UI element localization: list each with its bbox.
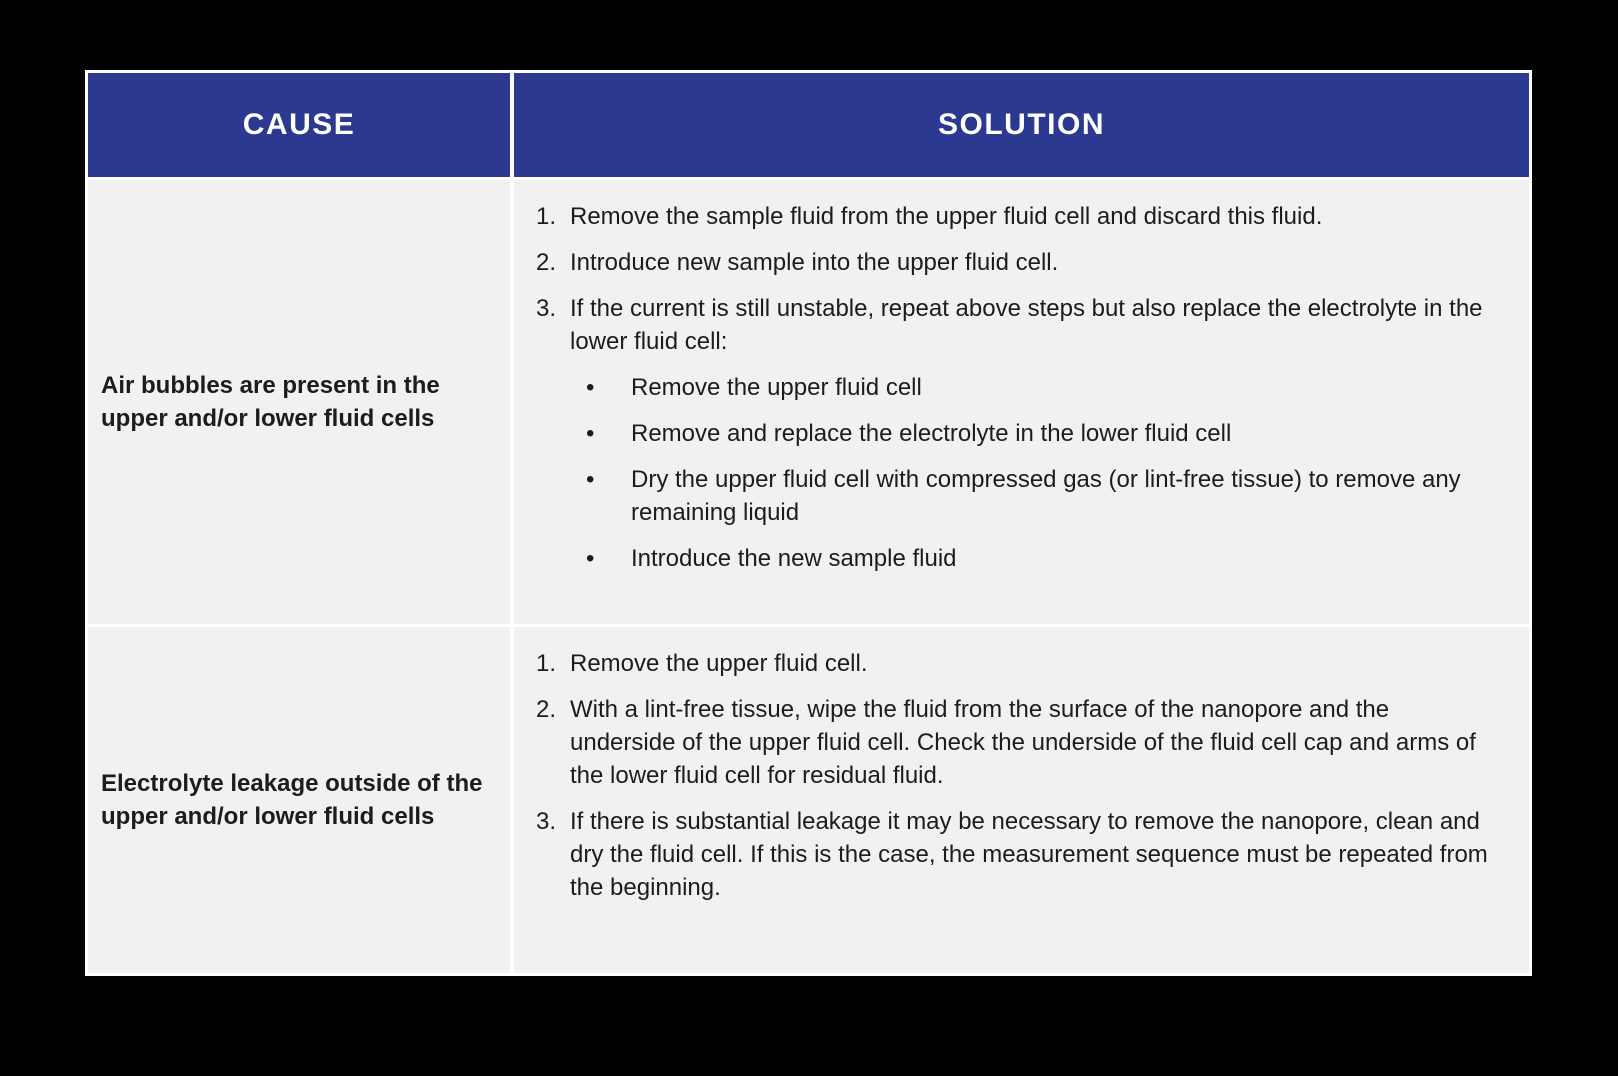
bullet-text: Introduce the new sample fluid (631, 545, 957, 572)
cause-text: Air bubbles are present in the upper and/or lower fluid cells (101, 372, 440, 432)
bullet-icon: • (586, 374, 595, 401)
step-text: Introduce new sample into the upper fluid cell. (570, 249, 1059, 276)
solution-sub-bullet (524, 371, 1491, 404)
troubleshooting-table (85, 70, 1532, 976)
bullet-text: Dry the upper fluid cell with compressed gas (or lint-free tissue) to remove any remaining liquid (631, 466, 1461, 526)
step-number: 1. (536, 203, 557, 230)
solution-cell-air-bubbles (514, 180, 1529, 624)
solution-sub-bullet (524, 417, 1491, 450)
bullet-text: Remove the upper fluid cell (631, 374, 922, 401)
bullet-icon: • (586, 466, 595, 493)
header-cause: CAUSE (88, 73, 510, 177)
bullet-text: Remove and replace the electrolyte in the lower fluid cell (631, 420, 1232, 447)
bullet-icon: • (586, 545, 595, 572)
cause-text: Electrolyte leakage outside of the upper and/or lower fluid cells (101, 770, 483, 830)
solution-sub-bullet (524, 542, 1491, 575)
solution-step (524, 805, 1491, 904)
solution-sub-bullet (524, 463, 1491, 529)
step-text: If there is substantial leakage it may be necessary to remove the nanopore, clean and dry the fluid cell. If this is the case, the measurement sequence must be repeated from the beginning. (570, 808, 1488, 901)
step-text: Remove the sample fluid from the upper fluid cell and discard this fluid. (570, 203, 1323, 230)
bullet-icon: • (586, 420, 595, 447)
step-number: 1. (536, 650, 557, 677)
cause-cell-electrolyte-leakage (88, 627, 510, 973)
cause-cell-air-bubbles (88, 180, 510, 624)
header-solution: SOLUTION (514, 73, 1529, 177)
step-text: If the current is still unstable, repeat above steps but also replace the electrolyte in the lower fluid cell: (570, 295, 1483, 355)
solution-step (524, 200, 1491, 233)
solution-cell-electrolyte-leakage (514, 627, 1529, 973)
step-text: Remove the upper fluid cell. (570, 650, 868, 677)
solution-step (524, 292, 1491, 358)
step-number: 2. (536, 249, 557, 276)
step-number: 3. (536, 808, 557, 835)
step-number: 2. (536, 696, 557, 723)
step-number: 3. (536, 295, 557, 322)
solution-step (524, 246, 1491, 279)
solution-step (524, 647, 1491, 680)
solution-step (524, 693, 1491, 792)
step-text: With a lint-free tissue, wipe the fluid from the surface of the nanopore and the underside of the upper fluid cell. Check the underside of the fluid cell cap and arms of the lower fluid cell for residual fluid. (570, 696, 1476, 789)
